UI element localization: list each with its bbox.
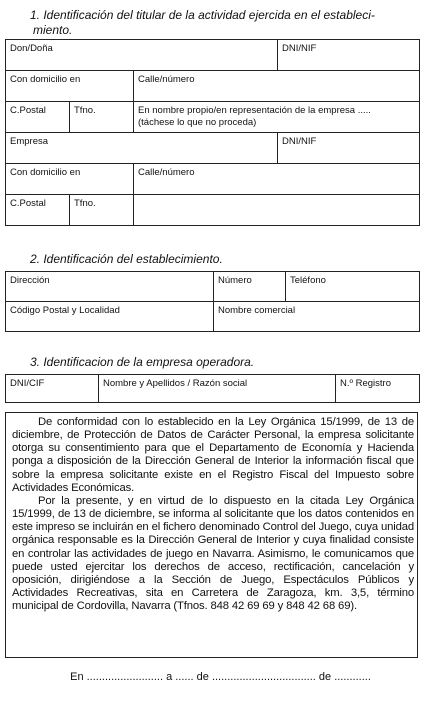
operator-table bbox=[5, 374, 420, 403]
tfno-label: Tfno. bbox=[74, 105, 96, 116]
numero-label: Número bbox=[218, 275, 252, 286]
empresa-dni-nif-label: DNI/NIF bbox=[282, 136, 317, 147]
empresa-field[interactable] bbox=[6, 133, 278, 164]
dni-cif-label: DNI/CIF bbox=[10, 378, 45, 389]
domicilio-field[interactable] bbox=[6, 71, 134, 102]
n-registro-label: N.º Registro bbox=[340, 378, 391, 389]
dni-nif-label: DNI/NIF bbox=[282, 43, 317, 54]
establishment-table bbox=[5, 271, 420, 332]
cp-localidad-field[interactable] bbox=[6, 302, 214, 332]
empresa-blank-field[interactable] bbox=[134, 195, 420, 226]
direccion-field[interactable] bbox=[6, 272, 214, 302]
don-dona-label: Don/Doña bbox=[10, 43, 53, 54]
tachese-note: (táchese lo que no proceda) bbox=[138, 117, 257, 128]
n-registro-field[interactable] bbox=[336, 375, 420, 403]
direccion-label: Dirección bbox=[10, 275, 50, 286]
section1-title bbox=[30, 8, 375, 38]
empresa-domicilio-label: Con domicilio en bbox=[10, 167, 81, 178]
domicilio-label: Con domicilio en bbox=[10, 74, 81, 85]
numero-field[interactable] bbox=[214, 272, 286, 302]
dni-cif-field[interactable] bbox=[6, 375, 99, 403]
place-date-line[interactable]: En ......................... a ...... de .................................. de ............ bbox=[70, 671, 371, 683]
empresa-domicilio-field[interactable] bbox=[6, 164, 134, 195]
empresa-calle-numero-label: Calle/número bbox=[138, 167, 195, 178]
nombre-comercial-field[interactable] bbox=[214, 302, 420, 332]
cpostal-field[interactable] bbox=[6, 102, 70, 133]
representacion-field[interactable] bbox=[134, 102, 420, 133]
empresa-tfno-label: Tfno. bbox=[74, 198, 96, 209]
calle-numero-label: Calle/número bbox=[138, 74, 195, 85]
empresa-cpostal-field[interactable] bbox=[6, 195, 70, 226]
empresa-dni-nif-field[interactable] bbox=[278, 133, 420, 164]
dni-nif-field[interactable] bbox=[278, 40, 420, 71]
section1-title-line2: miento. bbox=[33, 23, 73, 37]
nombre-razon-label: Nombre y Apellidos / Razón social bbox=[103, 378, 248, 389]
tfno-field[interactable] bbox=[70, 102, 134, 133]
nombre-razon-field[interactable] bbox=[99, 375, 336, 403]
calle-numero-field[interactable] bbox=[134, 71, 420, 102]
empresa-calle-numero-field[interactable] bbox=[134, 164, 420, 195]
holder-table bbox=[5, 39, 420, 226]
telefono-label: Teléfono bbox=[290, 275, 326, 286]
cpostal-label: C.Postal bbox=[10, 105, 46, 116]
data-protection-notice bbox=[5, 412, 418, 658]
telefono-field[interactable] bbox=[286, 272, 420, 302]
don-dona-field[interactable] bbox=[6, 40, 278, 71]
empresa-cpostal-label: C.Postal bbox=[10, 198, 46, 209]
section3-title: 3. Identificacion de la empresa operadora. bbox=[30, 355, 255, 369]
cp-localidad-label: Código Postal y Localidad bbox=[10, 305, 120, 316]
section2-title: 2. Identificación del establecimiento. bbox=[30, 252, 223, 266]
notice-paragraph-1: De conformidad con lo establecido en la Ley Orgánica 15/1999, de 13 de diciembre, de Protección de Datos de Carácter Personal, la empresa solicitante otorga su consentimiento para que el Departamento de Economía y Hacienda ponga a disposición de la Dirección General de Interior la información fiscal que sobre la empresa solicitante existe en el Registro Fiscal del Impuesto sobre Actividades Económicas. bbox=[12, 416, 414, 494]
empresa-label: Empresa bbox=[10, 136, 49, 147]
representacion-label: En nombre propio/en representación de la empresa ..... bbox=[138, 105, 371, 116]
section1-title-line1: 1. Identificación del titular de la actividad ejercida en el estableci- bbox=[30, 8, 375, 22]
nombre-comercial-label: Nombre comercial bbox=[218, 305, 296, 316]
notice-paragraph-2: Por la presente, y en virtud de lo dispuesto en la citada Ley Orgánica 15/1999, de 13 de diciembre, se informa al solicitante que los datos contenidos en este impreso se incluirán en el fichero denominado Control del Juego, cuya unidad orgánica responsable es la Dirección General de Interior y cuya finalidad consiste en controlar las actividades de juego en Navarra. Asimismo, le comunicamos que puede usted ejercitar los derechos de acceso, rectificación, cancelación y oposición, dirigiéndose a la Sección de Juego, Espectáculos Públicos y Actividades Recreativas, sita en Carretera de Zaragoza, km. 3,5, término municipal de Cordovilla, Navarra (Tfnos. 848 42 69 69 y 848 42 68 69). bbox=[12, 494, 414, 613]
empresa-tfno-field[interactable] bbox=[70, 195, 134, 226]
